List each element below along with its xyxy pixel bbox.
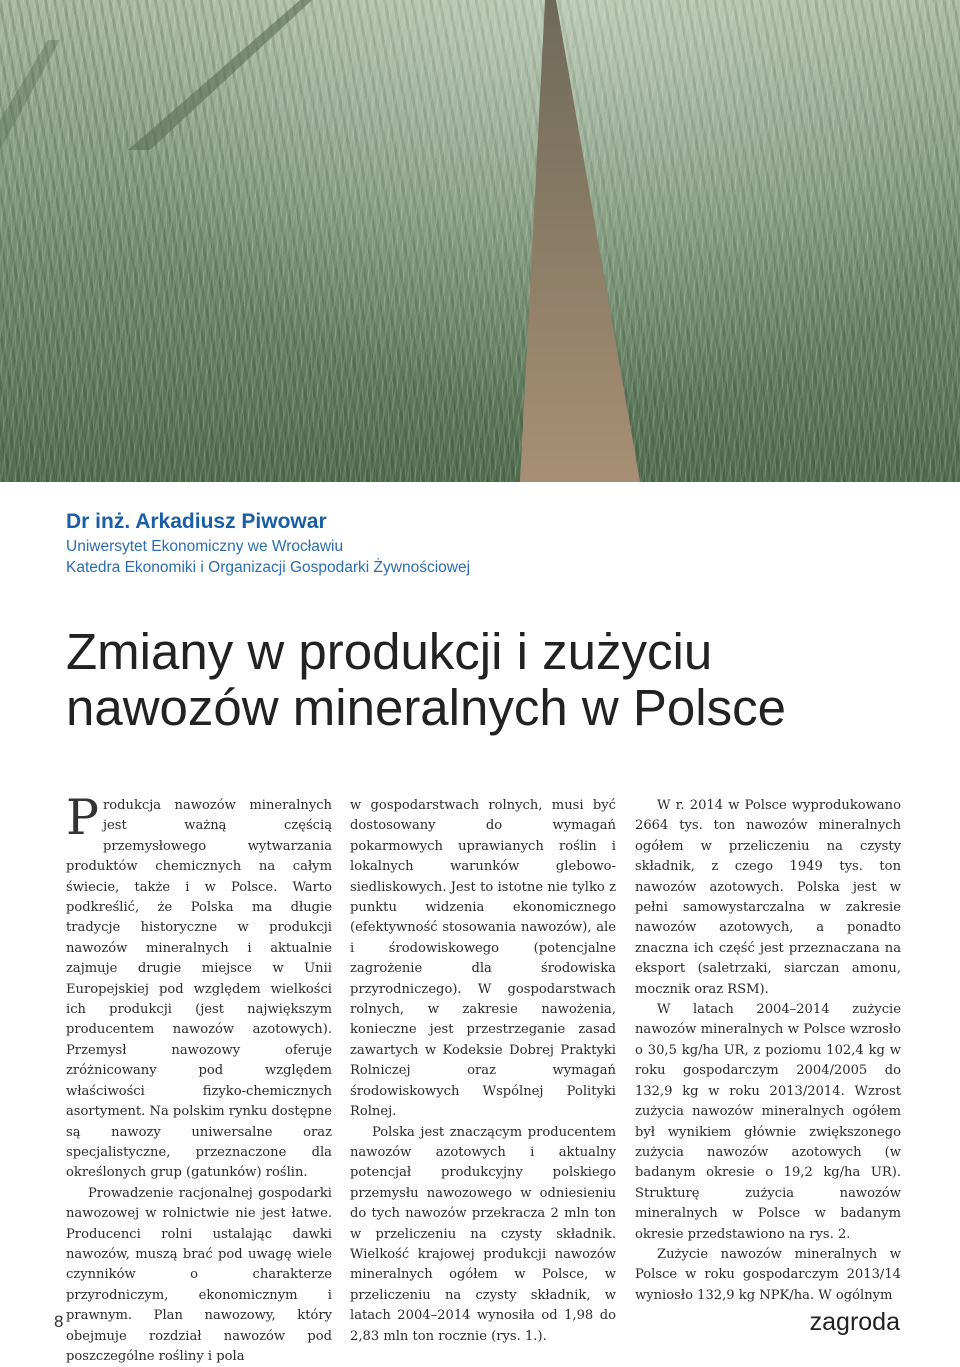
paragraph: W r. 2014 w Polsce wyprodukowano 2664 tys. ton nawozów mineralnych ogółem w przeliczeniu na czysty składnik, z czego 1949 tys. ton nawozów azotowych. Polska jest w pełni samowystarczalna w zakresie nawozów azotowych, a ponadto znaczna ich część jest przeznaczana na eksport (saletrzaki, siarczan amonu, mocznik oraz RSM).	[635, 798, 901, 997]
author-affiliation-department: Katedra Ekonomiki i Organizacji Gospodarki Żywnościowej	[66, 559, 471, 576]
page-number: 8	[54, 1312, 64, 1331]
hero-photo-path	[0, 0, 960, 482]
paragraph: w gospodarstwach rolnych, musi być dostosowany do wymagań pokarmowych uprawianych roślin i lokalnych warunków glebowo-siedliskowych. Jest to istotne nie tylko z punktu widzenia ekonomicznego (efektywność stosowania nawozów), ale i środowiskowego (potencjalne zagrożenie dla środowiska przyrodniczego). W gospodarstwach rolnych, w zakresie nawożenia, konieczne jest przestrzeganie zasad zawartych w Kodeksie Dobrej Praktyki Rolniczej oraz wymagań środowiskowych Wspólnej Polityki Rolnej.	[350, 798, 616, 1120]
author-affiliation-university: Uniwersytet Ekonomiczny we Wrocławiu	[66, 538, 344, 555]
body-column-3	[635, 796, 901, 1306]
article-title-line1: Zmiany w produkcji i zużyciu	[66, 623, 713, 680]
body-column-2	[350, 796, 616, 1347]
paragraph-text: rodukcja nawozów mineralnych jest ważną częścią przemysłowego wytwarzania produktów chemicznych na całym świecie, także i w Polsce. Warto podkreślić, że Polska ma długie tradycje historyczne w produkcji nawozów mineralnych i aktualnie zajmuje drugie miejsce w Unii Europejskiej pod względem wielkości ich produkcji (jest największym producentem nawozów azotowych). Przemysł nawozowy oferuje zróżnicowany pod względem właściwości fizyko-chemicznych asortyment. Na polskim rynku dostępne są nawozy uniwersalne oraz specjalistyczne, przeznaczone dla określonych grup (gatunków) roślin.	[66, 798, 332, 1181]
paragraph: Zużycie nawozów mineralnych w Polsce w roku gospodarczym 2013/14 wyniosło 132,9 kg NPK/ha. W ogólnym	[635, 1246, 901, 1303]
article-title-line2: nawozów mineralnych w Polsce	[66, 679, 786, 736]
paragraph: Polska jest znaczącym producentem nawozów azotowych i aktualny potencjał produkcyjny polskiego przemysłu nawozowego w odniesieniu do tych nawozów przekracza 2 mln ton w przeliczeniu na czysty składnik. Wielkość krajowej produkcji nawozów mineralnych ogółem w Polsce, w przeliczeniu na czysty składnik, w latach 2004–2014 wynosiła od 1,98 do 2,83 mln ton rocznie (rys. 1.).	[350, 1124, 616, 1344]
body-column-1	[66, 789, 332, 1367]
drop-cap: P	[66, 789, 99, 846]
paragraph	[66, 789, 332, 1184]
author-block	[66, 508, 470, 578]
paragraph: W latach 2004–2014 zużycie nawozów mineralnych w Polsce wzrosło o 30,5 kg/ha UR, z poziomu 102,4 kg w roku gospodarczym 2004/2005 do 132,9 kg w roku 2013/2014. Wzrost zużycia nawozów mineralnych ogółem był wynikiem głównie zwiększonego zużycia nawozów azotowych (w badanym okresie o 19,2 kg/ha UR). Strukturę zużycia nawozów mineralnych w Polsce w badanym okresie przedstawiono na rys. 2.	[635, 1002, 901, 1242]
author-name: Dr inż. Arkadiusz Piwowar	[66, 510, 327, 533]
hero-photo-wheat-field	[0, 0, 960, 482]
article-title	[66, 624, 946, 736]
magazine-brand: zagroda	[809, 1308, 900, 1336]
paragraph: Prowadzenie racjonalnej gospodarki nawozowej w rolnictwie nie jest łatwe. Producenci rolni ustalając dawki nawozów, muszą brać pod uwagę wiele czynników o charakterze przyrodniczym, ekonomicznym i prawnym. Plan nawozowy, który obejmuje rozdział nawozów pod poszczególne rośliny i pola	[66, 1185, 332, 1364]
